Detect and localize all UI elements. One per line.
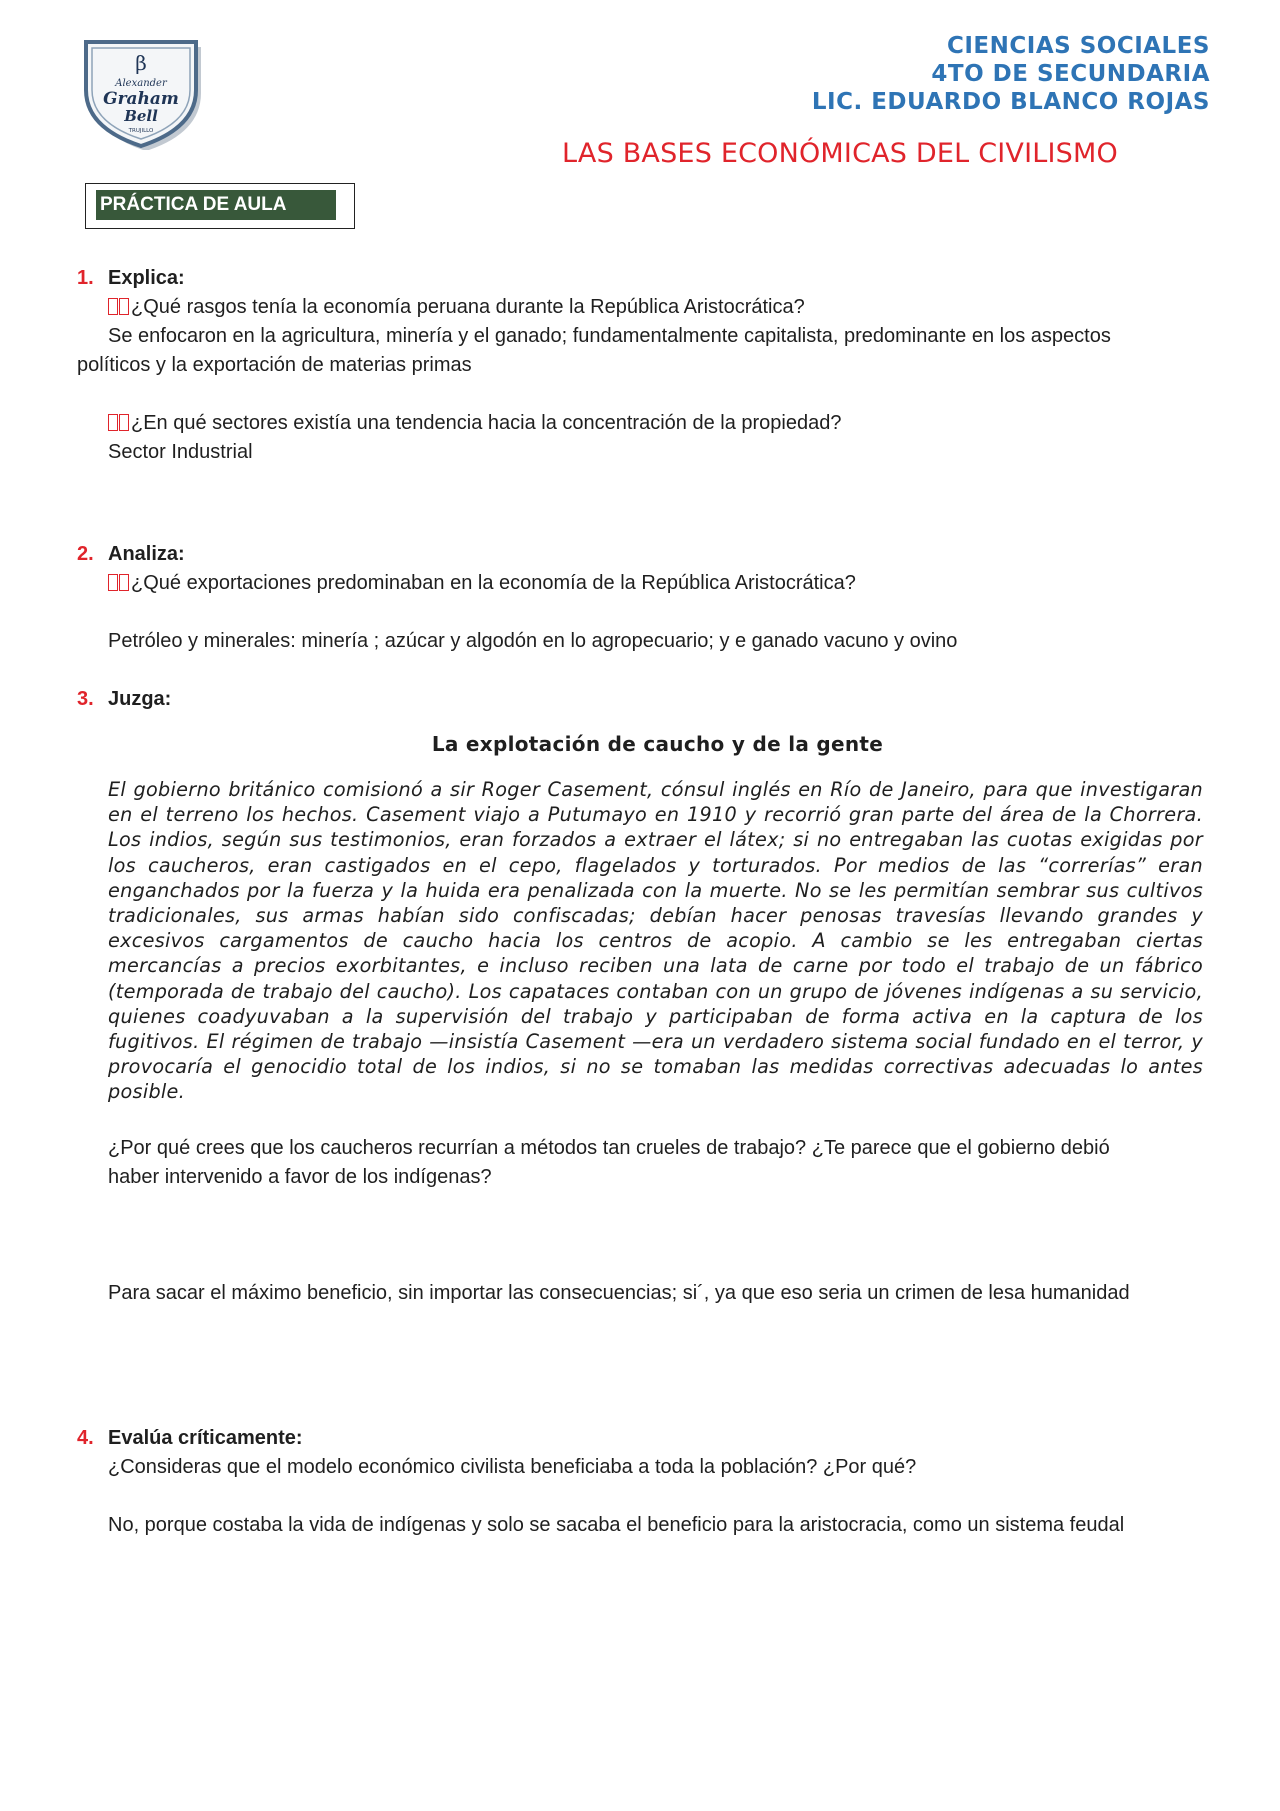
placeholder-glyph-icon — [108, 298, 118, 315]
section-number: 3. — [77, 688, 94, 710]
question — [108, 409, 1207, 438]
placeholder-glyph-icon — [108, 414, 118, 431]
logo-line-4: TRUJILLO — [128, 128, 154, 134]
section-1 — [77, 264, 1207, 467]
answer: Para sacar el máximo beneficio, sin importar las consecuencias; si´, ya que eso seria un crimen de lesa humanidad — [108, 1281, 1130, 1304]
answer: No, porque costaba la vida de indígenas y solo se sacaba el beneficio para la aristocracia, como un sistema feudal — [108, 1513, 1125, 1536]
question — [108, 569, 1207, 598]
school-logo — [82, 38, 204, 150]
question-text: ¿Por qué crees que los caucheros recurrían a métodos tan crueles de trabajo? ¿Te parece que el gobierno debió — [108, 1136, 1110, 1159]
logo-line-1: Alexander — [115, 78, 167, 89]
section-number: 4. — [77, 1426, 94, 1449]
reading-title: La explotación de caucho y de la gente — [431, 732, 884, 756]
practica-box — [85, 183, 355, 229]
question — [108, 293, 1207, 322]
document-title: LAS BASES ECONÓMICAS DEL CIVILISMO — [562, 138, 1118, 169]
section-heading: Explica: — [108, 267, 185, 289]
question-text-continuation: haber intervenido a favor de los indígenas? — [108, 1165, 492, 1188]
section-heading: Evalúa críticamente: — [108, 1426, 303, 1449]
placeholder-glyph-icon — [119, 298, 129, 315]
practica-label: PRÁCTICA DE AULA — [96, 190, 336, 220]
placeholder-glyph-icon — [108, 574, 118, 591]
question-text: ¿Qué rasgos tenía la economía peruana durante la República Aristocrática? — [131, 296, 805, 318]
answer-continuation: políticos y la exportación de materias primas — [77, 354, 472, 376]
section-number: 2. — [77, 543, 94, 565]
question-text: ¿Consideras que el modelo económico civilista beneficiaba a toda la población? ¿Por qué? — [108, 1455, 917, 1478]
question-text: ¿Qué exportaciones predominaban en la economía de la República Aristocrática? — [131, 572, 856, 594]
header-teacher: LIC. EDUARDO BLANCO ROJAS — [811, 89, 1210, 115]
logo-symbol: β — [135, 51, 147, 75]
logo-line-3: Bell — [124, 107, 158, 125]
document-body — [77, 264, 1207, 1540]
section-4 — [77, 1424, 1207, 1540]
answer: Petróleo y minerales: minería ; azúcar y algodón en lo agropecuario; y e ganado vacuno y ovino — [108, 630, 958, 652]
section-2 — [77, 540, 1207, 656]
answer: Sector Industrial — [108, 441, 253, 463]
section-number: 1. — [77, 267, 94, 289]
header-grade: 4TO DE SECUNDARIA — [931, 61, 1210, 87]
placeholder-glyph-icon — [119, 414, 129, 431]
section-3 — [77, 685, 1207, 1308]
header — [812, 32, 1210, 116]
school-crest-icon — [82, 38, 204, 150]
section-heading: Juzga: — [108, 688, 172, 710]
placeholder-glyph-icon — [119, 574, 129, 591]
question-text: ¿En qué sectores existía una tendencia hacia la concentración de la propiedad? — [131, 412, 842, 434]
answer: Se enfocaron en la agricultura, minería y el ganado; fundamentalmente capitalista, predominante en los aspectos — [108, 325, 1111, 347]
logo-line-2: Graham — [103, 89, 179, 109]
header-subject: CIENCIAS SOCIALES — [947, 33, 1210, 59]
reading-text: El gobierno británico comisionó a sir Roger Casement, cónsul inglés en Río de Janeiro, para que investigaran en el terreno los hechos. Casement viajo a Putumayo en 1910 y recorrió gran parte del área de la Chorrera. Los indios, según sus testimonios, eran forzados a extraer el látex; si no entregaban las cuotas exigidas por los caucheros, eran castigados en el cepo, flagelados y torturados. Por medios de las “correrías” eran enganchados por la fuerza y la huida era penalizada con la muerte. No se les permitían sembrar sus cultivos tradicionales, sus armas habían sido confiscadas; debían hacer penosas travesías llevando grandes y excesivos cargamentos de caucho hacia los centros de acopio. A cambio se les entregaban ciertas mercancías a precios exorbitantes, e incluso reciben una lata de carne por todo el trabajo de un fábrico (temporada de trabajo del caucho). Los capataces contaban con un grupo de jóvenes indígenas a su servicio, quienes coadyuvaban a la supervisión del trabajo y participaban de forma activa en la captura de los fugitivos. El régimen de trabajo —insistía Casement —era un verdadero sistema social fundado en el terror, y provocaría el genocidio total de los indios, si no se tomaban las medidas correctivas adecuadas lo antes posible. — [108, 778, 1203, 1104]
section-heading: Analiza: — [108, 543, 185, 565]
